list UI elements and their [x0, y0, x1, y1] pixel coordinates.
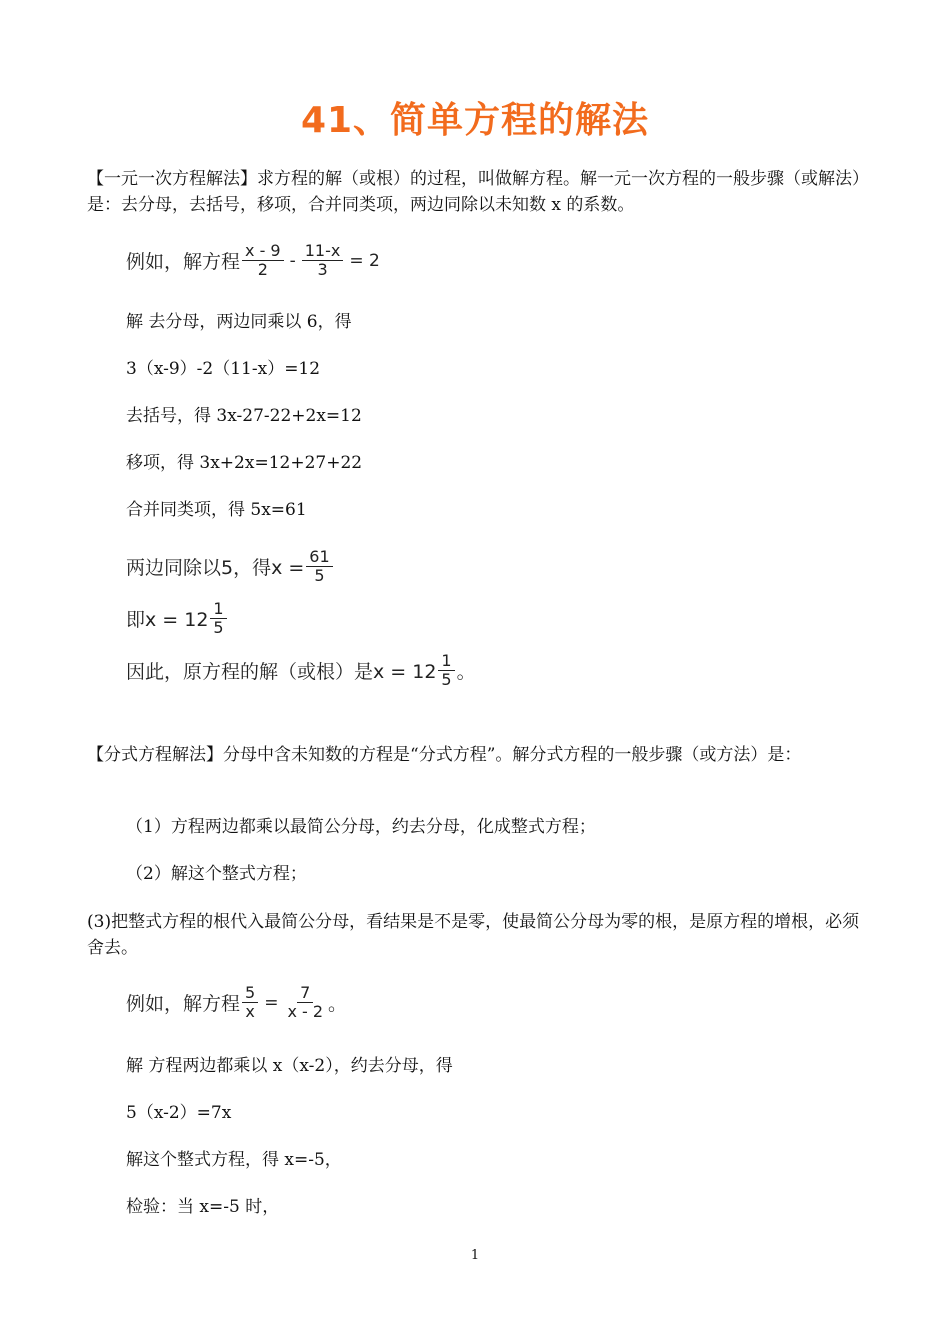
step-line: 去括号，得 3x-27-22+2x=12: [126, 406, 362, 426]
step-line: 移项，得 3x+2x=12+27+22: [126, 453, 363, 473]
divide-fraction: $\frac{61}{5}$: [306, 548, 332, 585]
divide-step: 两边同除以5，得x = $\frac{61}{5}$: [126, 548, 335, 585]
step-line: 检验：当 x=-5 时，: [126, 1197, 280, 1217]
example2-equation: 例如，解方程 $\frac{5}{x}$ = $\frac{7}{x - 2}$ 。: [126, 983, 348, 1021]
conclusion-fraction: $\frac{1}{5}$: [438, 652, 454, 689]
minus-sign: -: [289, 250, 296, 271]
step-line: 5（x-2）=7x: [126, 1103, 232, 1123]
step-line: 解 方程两边都乘以 x（x-2），约去分母，得: [126, 1056, 453, 1076]
conclusion-step: 因此，原方程的解（或根）是x = 12 $\frac{1}{5}$ 。: [126, 651, 476, 689]
example2-fraction-2: $\frac{7}{x - 2}$: [287, 983, 324, 1021]
section2-step3: (3)把整式方程的根代入最简公分母，看结果是不是零，使最简公分母为零的根，是原方程的增根，必须舍去。: [87, 912, 860, 958]
example1-equation: [126, 242, 384, 279]
section1-intro: 【一元一次方程解法】求方程的解（或根）的过程，叫做解方程。解一元一次方程的一般步骤（或解法）是：去分母，去括号，移项，合并同类项，两边同除以未知数 x 的系数。: [87, 169, 861, 215]
example1-fraction-2: $\frac{11-x}{3}$: [302, 242, 344, 279]
section2-intro: 【分式方程解法】分母中含未知数的方程是“分式方程”。解分式方程的一般步骤（或方法）是：: [87, 745, 802, 765]
step-line: 解 去分母，两边同乘以 6，得: [126, 312, 352, 332]
ie-step: 即x = 12 $\frac{1}{5}$: [126, 600, 229, 637]
example2-fraction-1: $\frac{5}{x}$: [242, 984, 258, 1021]
ie-fraction: $\frac{1}{5}$: [210, 600, 226, 637]
step-line: 解这个整式方程，得 x=-5，: [126, 1150, 342, 1170]
example1-rhs: = 2: [349, 250, 380, 271]
step-line: 3（x-9）-2（11-x）=12: [126, 359, 321, 379]
page-title: 41、简单方程的解法: [300, 100, 650, 141]
example1-fraction-1: $\frac{x - 9}{2}$: [242, 242, 284, 279]
example1-prefix: 例如，解方程: [126, 251, 241, 273]
page-number: 1: [470, 1248, 480, 1263]
step-line: 合并同类项，得 5x=61: [126, 500, 307, 520]
step-line: （2）解这个整式方程；: [126, 864, 307, 884]
step-line: （1）方程两边都乘以最简公分母，约去分母，化成整式方程；: [126, 817, 596, 837]
